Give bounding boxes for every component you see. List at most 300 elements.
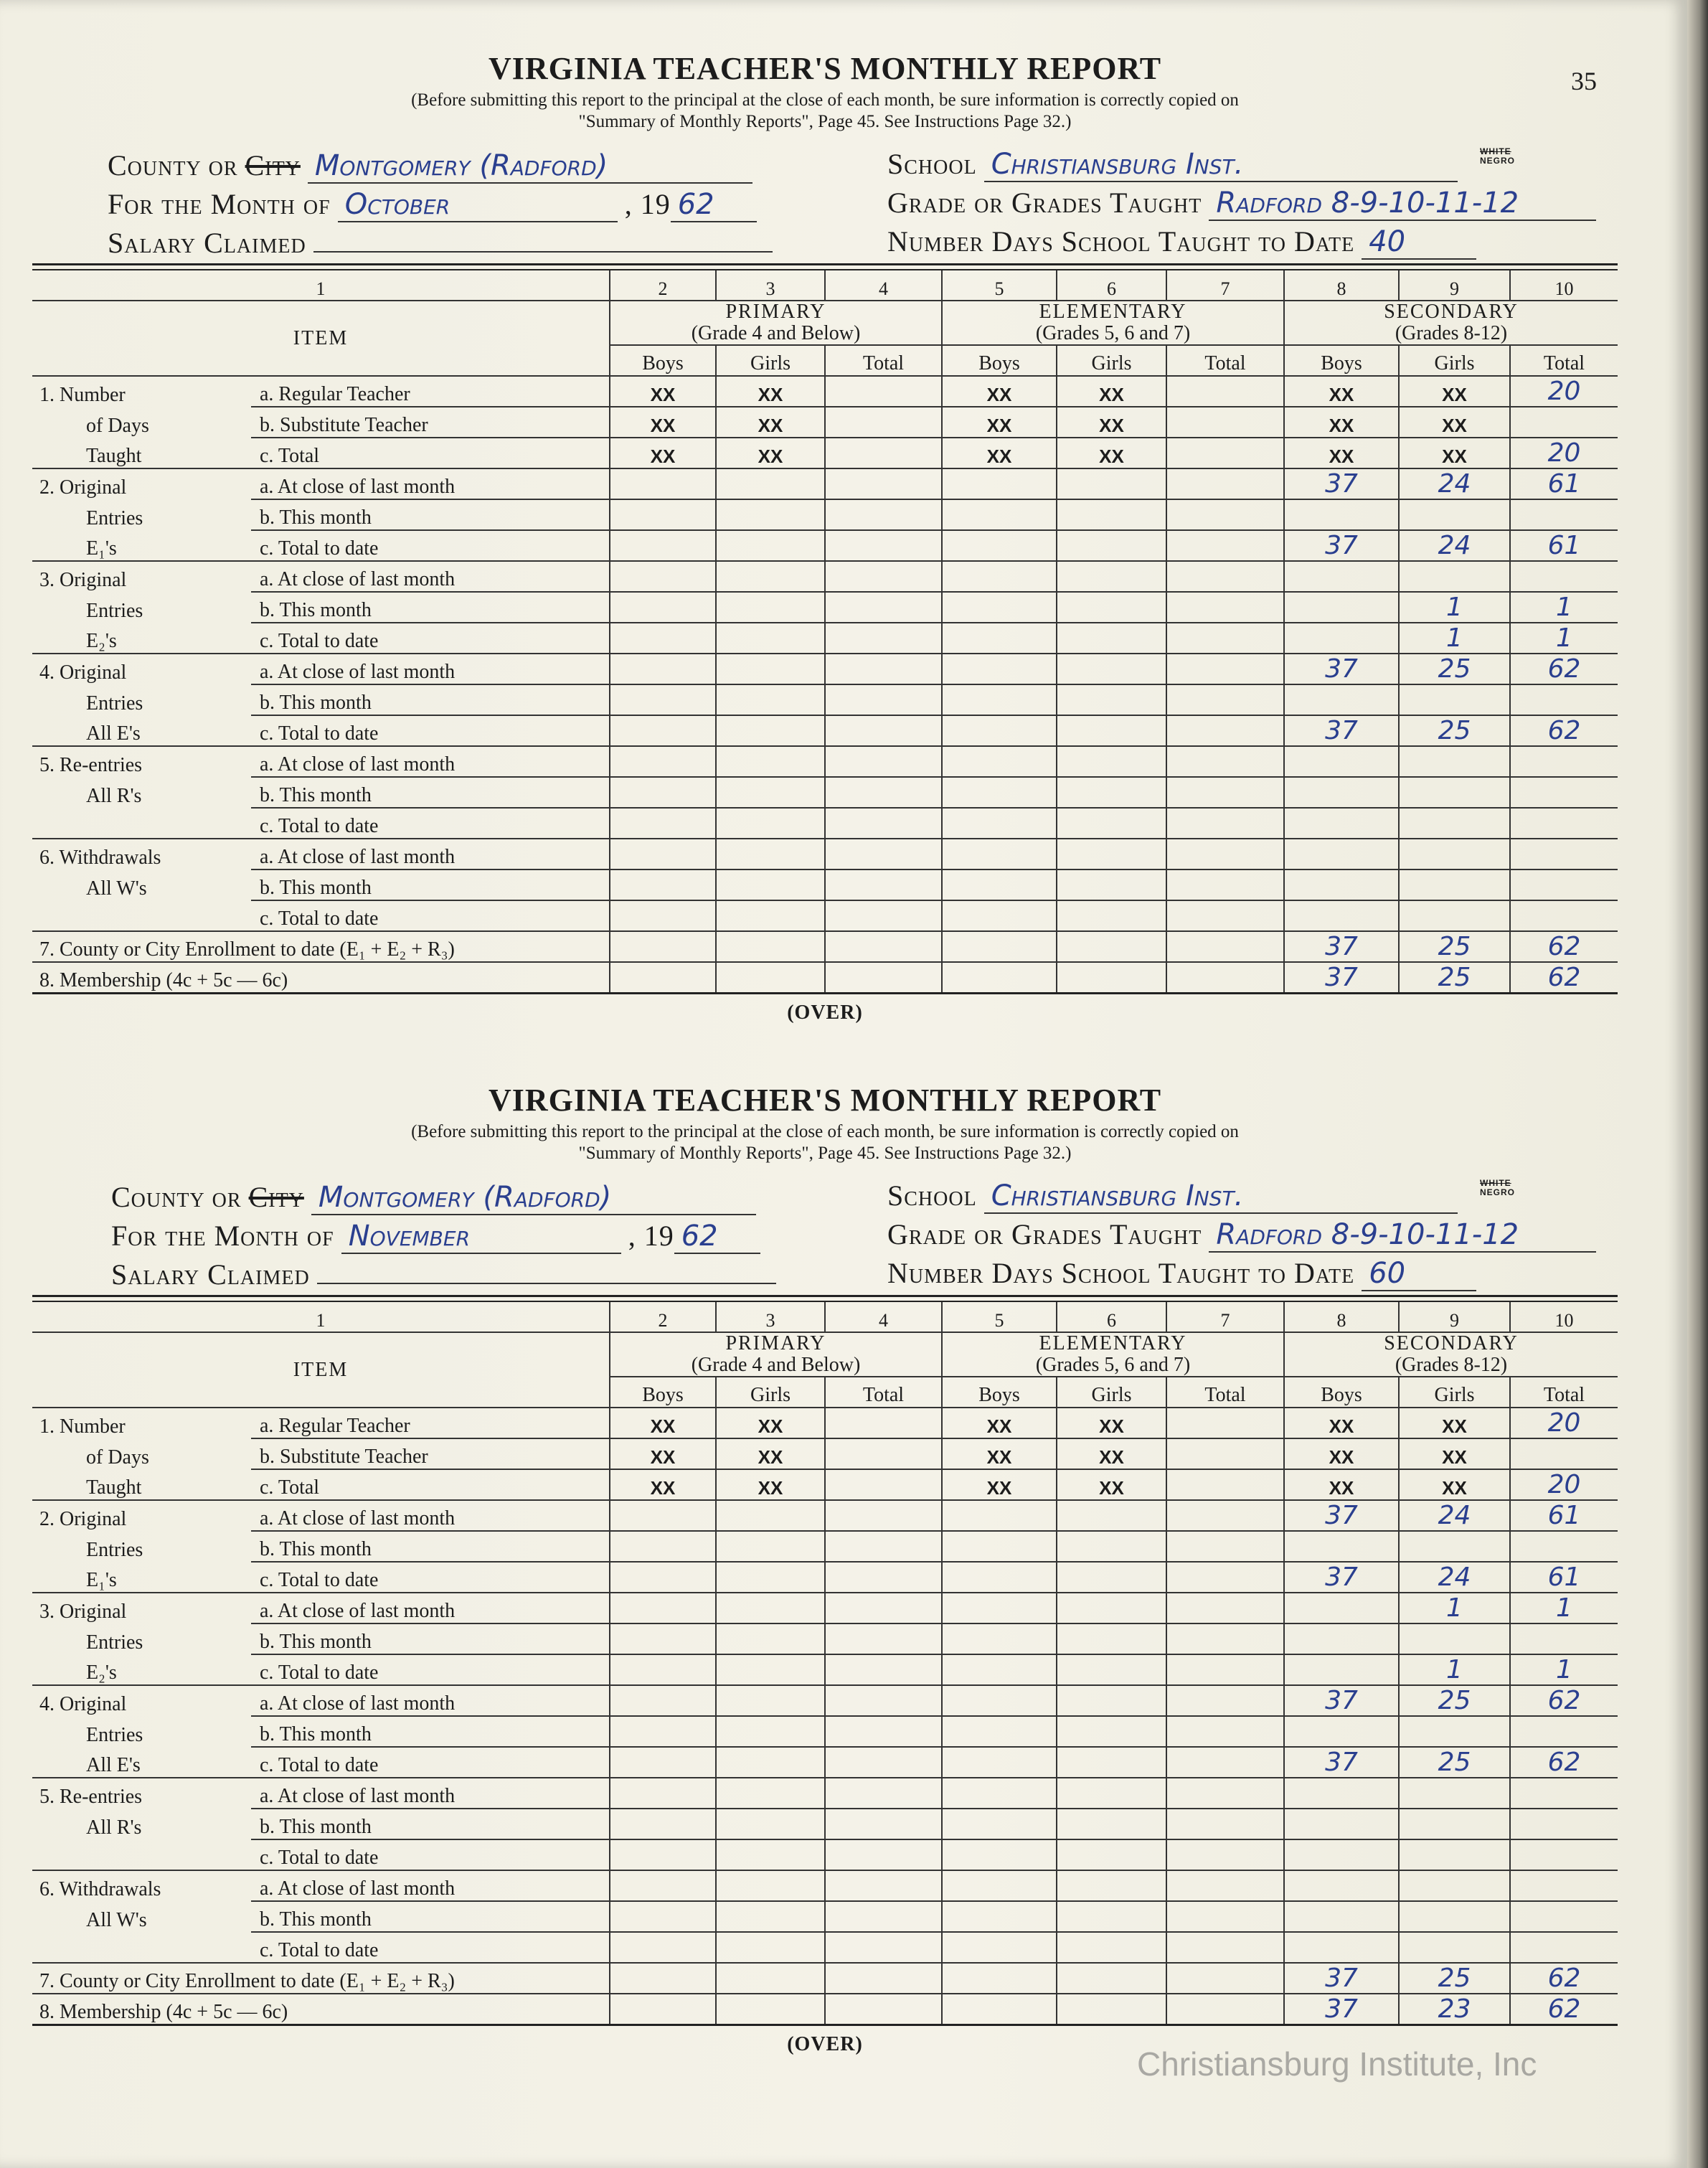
table-cell[interactable] xyxy=(1510,1778,1618,1809)
table-cell[interactable]: 37 xyxy=(1284,1963,1399,1994)
table-cell[interactable]: 25 xyxy=(1399,1685,1510,1716)
table-cell[interactable]: XX xyxy=(942,438,1057,468)
table-cell[interactable] xyxy=(1166,1963,1284,1994)
table-cell[interactable] xyxy=(825,715,942,746)
table-cell[interactable]: XX xyxy=(610,376,716,407)
table-cell[interactable] xyxy=(716,1778,825,1809)
grades-value[interactable]: Radford 8-9-10-11-12 xyxy=(1209,187,1596,221)
table-cell[interactable] xyxy=(1057,1809,1166,1839)
table-cell[interactable] xyxy=(942,1994,1057,2025)
year-value[interactable]: 62 xyxy=(674,1220,760,1254)
table-cell[interactable] xyxy=(1057,1932,1166,1963)
table-cell[interactable]: XX xyxy=(716,438,825,468)
table-cell[interactable] xyxy=(825,1593,942,1623)
table-cell[interactable] xyxy=(716,1994,825,2025)
table-cell[interactable] xyxy=(825,1778,942,1809)
table-cell[interactable] xyxy=(942,1809,1057,1839)
table-cell[interactable]: 1 xyxy=(1510,592,1618,623)
table-cell[interactable]: 62 xyxy=(1510,931,1618,962)
table-cell[interactable] xyxy=(1399,1932,1510,1963)
table-cell[interactable]: 62 xyxy=(1510,715,1618,746)
table-cell[interactable] xyxy=(825,1562,942,1593)
table-cell[interactable] xyxy=(825,808,942,839)
table-cell[interactable]: 62 xyxy=(1510,1685,1618,1716)
table-cell[interactable] xyxy=(716,1685,825,1716)
table-cell[interactable]: XX xyxy=(1057,1469,1166,1500)
table-cell[interactable] xyxy=(716,1562,825,1593)
table-cell[interactable] xyxy=(825,1994,942,2025)
table-cell[interactable]: XX xyxy=(1399,1408,1510,1438)
table-cell[interactable]: XX xyxy=(1399,376,1510,407)
table-cell[interactable] xyxy=(1166,1839,1284,1870)
table-cell[interactable] xyxy=(942,1870,1057,1901)
table-cell[interactable]: 62 xyxy=(1510,1963,1618,1994)
table-cell[interactable] xyxy=(610,1654,716,1685)
table-cell[interactable]: XX xyxy=(716,407,825,438)
table-cell[interactable] xyxy=(610,530,716,561)
table-cell[interactable] xyxy=(716,592,825,623)
table-cell[interactable] xyxy=(716,1500,825,1531)
table-cell[interactable] xyxy=(610,1870,716,1901)
table-cell[interactable] xyxy=(1510,1716,1618,1747)
table-cell[interactable]: XX xyxy=(942,407,1057,438)
table-cell[interactable] xyxy=(825,1685,942,1716)
table-cell[interactable] xyxy=(610,499,716,530)
table-cell[interactable]: 1 xyxy=(1510,1593,1618,1623)
table-cell[interactable] xyxy=(610,1901,716,1932)
table-cell[interactable]: XX xyxy=(610,438,716,468)
table-cell[interactable] xyxy=(610,654,716,684)
table-cell[interactable] xyxy=(1510,1839,1618,1870)
table-cell[interactable] xyxy=(942,1963,1057,1994)
table-cell[interactable] xyxy=(825,746,942,777)
table-cell[interactable] xyxy=(1166,499,1284,530)
table-cell[interactable]: 61 xyxy=(1510,468,1618,499)
table-cell[interactable] xyxy=(610,561,716,592)
table-cell[interactable] xyxy=(610,1716,716,1747)
table-cell[interactable] xyxy=(1166,808,1284,839)
table-cell[interactable] xyxy=(1166,1593,1284,1623)
table-cell[interactable] xyxy=(716,746,825,777)
table-cell[interactable] xyxy=(1057,499,1166,530)
table-cell[interactable] xyxy=(716,1593,825,1623)
table-cell[interactable] xyxy=(1399,561,1510,592)
table-cell[interactable] xyxy=(1057,1654,1166,1685)
table-cell[interactable] xyxy=(716,931,825,962)
table-cell[interactable] xyxy=(825,931,942,962)
table-cell[interactable]: 62 xyxy=(1510,962,1618,994)
table-cell[interactable] xyxy=(1166,1562,1284,1593)
table-cell[interactable]: XX xyxy=(1284,438,1399,468)
table-cell[interactable] xyxy=(1284,808,1399,839)
table-cell[interactable] xyxy=(1510,1901,1618,1932)
table-cell[interactable] xyxy=(610,1932,716,1963)
table-cell[interactable] xyxy=(716,684,825,715)
table-cell[interactable]: XX xyxy=(610,1438,716,1469)
table-cell[interactable] xyxy=(825,1963,942,1994)
table-cell[interactable] xyxy=(716,900,825,931)
table-cell[interactable] xyxy=(1166,468,1284,499)
table-cell[interactable]: XX xyxy=(1057,376,1166,407)
table-cell[interactable] xyxy=(1166,931,1284,962)
table-cell[interactable] xyxy=(1057,1963,1166,1994)
table-cell[interactable] xyxy=(1166,777,1284,808)
table-cell[interactable] xyxy=(610,1623,716,1654)
table-cell[interactable] xyxy=(1166,715,1284,746)
table-cell[interactable]: XX xyxy=(716,376,825,407)
table-cell[interactable] xyxy=(1510,869,1618,900)
table-cell[interactable] xyxy=(825,1716,942,1747)
table-cell[interactable] xyxy=(825,1531,942,1562)
table-cell[interactable] xyxy=(1166,654,1284,684)
table-cell[interactable] xyxy=(1166,623,1284,654)
salary-value[interactable] xyxy=(317,1283,776,1284)
table-cell[interactable] xyxy=(942,869,1057,900)
table-cell[interactable] xyxy=(942,777,1057,808)
table-cell[interactable] xyxy=(716,561,825,592)
table-cell[interactable]: XX xyxy=(942,1469,1057,1500)
table-cell[interactable] xyxy=(1166,1623,1284,1654)
grades-value[interactable]: Radford 8-9-10-11-12 xyxy=(1209,1218,1596,1253)
table-cell[interactable] xyxy=(1510,1870,1618,1901)
table-cell[interactable]: 37 xyxy=(1284,1562,1399,1593)
table-cell[interactable] xyxy=(610,777,716,808)
table-cell[interactable] xyxy=(825,869,942,900)
table-cell[interactable] xyxy=(1284,1593,1399,1623)
table-cell[interactable] xyxy=(716,1654,825,1685)
table-cell[interactable] xyxy=(942,1778,1057,1809)
table-cell[interactable] xyxy=(716,1531,825,1562)
table-cell[interactable] xyxy=(942,1839,1057,1870)
table-cell[interactable] xyxy=(942,1623,1057,1654)
table-cell[interactable] xyxy=(1057,1901,1166,1932)
table-cell[interactable] xyxy=(1510,746,1618,777)
table-cell[interactable]: 62 xyxy=(1510,1747,1618,1778)
county-value[interactable]: Montgomery (Radford) xyxy=(308,149,752,184)
table-cell[interactable]: 23 xyxy=(1399,1994,1510,2025)
table-cell[interactable]: 1 xyxy=(1399,592,1510,623)
table-cell[interactable] xyxy=(1399,808,1510,839)
table-cell[interactable] xyxy=(1166,1531,1284,1562)
table-cell[interactable]: 25 xyxy=(1399,962,1510,994)
table-cell[interactable] xyxy=(1057,746,1166,777)
county-value[interactable]: Montgomery (Radford) xyxy=(311,1181,756,1215)
table-cell[interactable]: 61 xyxy=(1510,1562,1618,1593)
table-cell[interactable] xyxy=(1057,962,1166,994)
table-cell[interactable] xyxy=(825,1469,942,1500)
table-cell[interactable] xyxy=(1166,962,1284,994)
table-cell[interactable] xyxy=(1510,777,1618,808)
days-value[interactable]: 40 xyxy=(1362,225,1476,260)
table-cell[interactable] xyxy=(1284,869,1399,900)
table-cell[interactable] xyxy=(716,499,825,530)
table-cell[interactable] xyxy=(942,623,1057,654)
table-cell[interactable]: 20 xyxy=(1510,438,1618,468)
table-cell[interactable]: 37 xyxy=(1284,654,1399,684)
table-cell[interactable]: 20 xyxy=(1510,1469,1618,1500)
table-cell[interactable] xyxy=(1399,1901,1510,1932)
table-cell[interactable]: 1 xyxy=(1399,1593,1510,1623)
table-cell[interactable]: XX xyxy=(942,376,1057,407)
table-cell[interactable] xyxy=(942,1531,1057,1562)
table-cell[interactable] xyxy=(610,1562,716,1593)
table-cell[interactable] xyxy=(1284,1870,1399,1901)
table-cell[interactable]: 62 xyxy=(1510,1994,1618,2025)
table-cell[interactable] xyxy=(716,777,825,808)
table-cell[interactable]: 20 xyxy=(1510,376,1618,407)
table-cell[interactable]: XX xyxy=(716,1408,825,1438)
table-cell[interactable] xyxy=(1166,1438,1284,1469)
table-cell[interactable] xyxy=(1166,1901,1284,1932)
table-cell[interactable] xyxy=(1057,1716,1166,1747)
table-cell[interactable]: 24 xyxy=(1399,468,1510,499)
table-cell[interactable] xyxy=(825,592,942,623)
table-cell[interactable] xyxy=(1510,839,1618,869)
table-cell[interactable] xyxy=(942,654,1057,684)
table-cell[interactable] xyxy=(942,931,1057,962)
table-cell[interactable] xyxy=(825,1408,942,1438)
table-cell[interactable] xyxy=(1284,1654,1399,1685)
table-cell[interactable] xyxy=(1057,900,1166,931)
table-cell[interactable] xyxy=(716,869,825,900)
table-cell[interactable] xyxy=(1510,1438,1618,1469)
table-cell[interactable] xyxy=(1166,839,1284,869)
table-cell[interactable] xyxy=(1399,777,1510,808)
table-cell[interactable] xyxy=(1510,407,1618,438)
table-cell[interactable] xyxy=(1057,654,1166,684)
table-cell[interactable] xyxy=(1166,1500,1284,1531)
table-cell[interactable] xyxy=(1284,561,1399,592)
table-cell[interactable] xyxy=(610,592,716,623)
table-cell[interactable] xyxy=(610,684,716,715)
table-cell[interactable]: XX xyxy=(1284,407,1399,438)
table-cell[interactable] xyxy=(716,1963,825,1994)
table-cell[interactable] xyxy=(942,1685,1057,1716)
table-cell[interactable]: XX xyxy=(716,1438,825,1469)
table-cell[interactable]: 1 xyxy=(1510,623,1618,654)
table-cell[interactable]: 37 xyxy=(1284,962,1399,994)
table-cell[interactable] xyxy=(1284,900,1399,931)
table-cell[interactable]: 37 xyxy=(1284,1747,1399,1778)
table-cell[interactable] xyxy=(610,931,716,962)
table-cell[interactable] xyxy=(1057,592,1166,623)
table-cell[interactable] xyxy=(825,438,942,468)
table-cell[interactable] xyxy=(1399,684,1510,715)
table-cell[interactable] xyxy=(610,869,716,900)
table-cell[interactable] xyxy=(610,1593,716,1623)
table-cell[interactable] xyxy=(942,561,1057,592)
month-value[interactable]: October xyxy=(338,188,618,222)
table-cell[interactable] xyxy=(1510,499,1618,530)
table-cell[interactable] xyxy=(825,623,942,654)
table-cell[interactable] xyxy=(610,746,716,777)
table-cell[interactable] xyxy=(716,1716,825,1747)
table-cell[interactable]: XX xyxy=(610,1469,716,1500)
table-cell[interactable] xyxy=(942,1654,1057,1685)
month-value[interactable]: November xyxy=(341,1220,621,1254)
table-cell[interactable] xyxy=(1399,1531,1510,1562)
table-cell[interactable]: XX xyxy=(1284,1438,1399,1469)
table-cell[interactable]: XX xyxy=(716,1469,825,1500)
table-cell[interactable] xyxy=(1510,900,1618,931)
table-cell[interactable]: 1 xyxy=(1510,1654,1618,1685)
table-cell[interactable] xyxy=(716,468,825,499)
table-cell[interactable] xyxy=(1166,1932,1284,1963)
table-cell[interactable] xyxy=(1284,592,1399,623)
table-cell[interactable] xyxy=(1399,1778,1510,1809)
table-cell[interactable] xyxy=(825,654,942,684)
table-cell[interactable]: 37 xyxy=(1284,530,1399,561)
table-cell[interactable] xyxy=(1399,1809,1510,1839)
table-cell[interactable] xyxy=(825,900,942,931)
table-cell[interactable] xyxy=(1057,1562,1166,1593)
table-cell[interactable]: XX xyxy=(1057,1438,1166,1469)
table-cell[interactable] xyxy=(610,1531,716,1562)
table-cell[interactable] xyxy=(1510,1531,1618,1562)
table-cell[interactable] xyxy=(610,1963,716,1994)
table-cell[interactable] xyxy=(1166,407,1284,438)
table-cell[interactable] xyxy=(942,839,1057,869)
table-cell[interactable]: XX xyxy=(1057,438,1166,468)
table-cell[interactable] xyxy=(610,1747,716,1778)
table-cell[interactable] xyxy=(1399,839,1510,869)
table-cell[interactable] xyxy=(1510,1623,1618,1654)
table-cell[interactable] xyxy=(1510,561,1618,592)
school-value[interactable]: Christiansburg Inst. xyxy=(984,1179,1458,1214)
table-cell[interactable] xyxy=(1057,715,1166,746)
table-cell[interactable] xyxy=(1284,1901,1399,1932)
table-cell[interactable] xyxy=(610,1839,716,1870)
table-cell[interactable] xyxy=(825,1901,942,1932)
table-cell[interactable] xyxy=(1057,1531,1166,1562)
table-cell[interactable]: 20 xyxy=(1510,1408,1618,1438)
table-cell[interactable] xyxy=(825,468,942,499)
table-cell[interactable] xyxy=(716,1747,825,1778)
table-cell[interactable] xyxy=(1399,1839,1510,1870)
table-cell[interactable] xyxy=(1166,1747,1284,1778)
table-cell[interactable] xyxy=(716,1901,825,1932)
table-cell[interactable] xyxy=(1057,931,1166,962)
table-cell[interactable]: 37 xyxy=(1284,1500,1399,1531)
table-cell[interactable] xyxy=(825,530,942,561)
table-cell[interactable] xyxy=(1057,1593,1166,1623)
table-cell[interactable] xyxy=(942,1932,1057,1963)
table-cell[interactable] xyxy=(1510,1809,1618,1839)
table-cell[interactable] xyxy=(825,1932,942,1963)
table-cell[interactable] xyxy=(610,808,716,839)
table-cell[interactable] xyxy=(716,1932,825,1963)
table-cell[interactable] xyxy=(1057,808,1166,839)
table-cell[interactable]: XX xyxy=(1284,1469,1399,1500)
table-cell[interactable] xyxy=(1057,839,1166,869)
table-cell[interactable] xyxy=(610,839,716,869)
table-cell[interactable] xyxy=(1057,1500,1166,1531)
table-cell[interactable] xyxy=(825,1438,942,1469)
table-cell[interactable]: 25 xyxy=(1399,931,1510,962)
table-cell[interactable] xyxy=(1284,777,1399,808)
table-cell[interactable] xyxy=(942,808,1057,839)
table-cell[interactable]: 37 xyxy=(1284,1685,1399,1716)
table-cell[interactable] xyxy=(942,684,1057,715)
table-cell[interactable] xyxy=(610,962,716,994)
table-cell[interactable] xyxy=(716,1809,825,1839)
table-cell[interactable] xyxy=(825,1839,942,1870)
table-cell[interactable]: 37 xyxy=(1284,468,1399,499)
table-cell[interactable] xyxy=(1166,1408,1284,1438)
table-cell[interactable] xyxy=(825,1747,942,1778)
table-cell[interactable] xyxy=(942,1901,1057,1932)
table-cell[interactable] xyxy=(1166,746,1284,777)
table-cell[interactable] xyxy=(1284,499,1399,530)
table-cell[interactable] xyxy=(1057,1685,1166,1716)
table-cell[interactable] xyxy=(1166,561,1284,592)
table-cell[interactable] xyxy=(610,1500,716,1531)
table-cell[interactable]: 37 xyxy=(1284,1994,1399,2025)
table-cell[interactable] xyxy=(825,1623,942,1654)
table-cell[interactable] xyxy=(825,499,942,530)
table-cell[interactable] xyxy=(1399,746,1510,777)
table-cell[interactable]: 61 xyxy=(1510,530,1618,561)
table-cell[interactable] xyxy=(825,1809,942,1839)
table-cell[interactable] xyxy=(1166,900,1284,931)
year-value[interactable]: 62 xyxy=(671,188,757,222)
table-cell[interactable] xyxy=(825,839,942,869)
table-cell[interactable] xyxy=(1057,1747,1166,1778)
table-cell[interactable] xyxy=(716,530,825,561)
table-cell[interactable] xyxy=(1284,839,1399,869)
table-cell[interactable]: 61 xyxy=(1510,1500,1618,1531)
table-cell[interactable] xyxy=(1399,1623,1510,1654)
table-cell[interactable]: XX xyxy=(1399,407,1510,438)
table-cell[interactable] xyxy=(942,592,1057,623)
table-cell[interactable] xyxy=(610,715,716,746)
table-cell[interactable] xyxy=(1057,1994,1166,2025)
table-cell[interactable]: XX xyxy=(610,1408,716,1438)
table-cell[interactable] xyxy=(1166,438,1284,468)
table-cell[interactable] xyxy=(942,1716,1057,1747)
table-cell[interactable] xyxy=(825,1654,942,1685)
table-cell[interactable] xyxy=(716,715,825,746)
school-value[interactable]: Christiansburg Inst. xyxy=(984,148,1458,182)
table-cell[interactable] xyxy=(942,900,1057,931)
table-cell[interactable] xyxy=(825,1870,942,1901)
table-cell[interactable] xyxy=(825,407,942,438)
table-cell[interactable]: XX xyxy=(1057,1408,1166,1438)
table-cell[interactable] xyxy=(716,962,825,994)
table-cell[interactable] xyxy=(942,1500,1057,1531)
table-cell[interactable]: 25 xyxy=(1399,1963,1510,1994)
table-cell[interactable] xyxy=(1166,1469,1284,1500)
table-cell[interactable]: 25 xyxy=(1399,1747,1510,1778)
table-cell[interactable] xyxy=(825,561,942,592)
table-cell[interactable] xyxy=(1284,1839,1399,1870)
table-cell[interactable] xyxy=(716,839,825,869)
table-cell[interactable]: 1 xyxy=(1399,1654,1510,1685)
table-cell[interactable]: 62 xyxy=(1510,654,1618,684)
table-cell[interactable] xyxy=(1166,530,1284,561)
table-cell[interactable] xyxy=(942,715,1057,746)
table-cell[interactable]: XX xyxy=(1284,376,1399,407)
table-cell[interactable] xyxy=(1166,1870,1284,1901)
table-cell[interactable] xyxy=(942,746,1057,777)
table-cell[interactable] xyxy=(716,1623,825,1654)
table-cell[interactable] xyxy=(1057,869,1166,900)
table-cell[interactable]: XX xyxy=(1057,407,1166,438)
table-cell[interactable] xyxy=(825,376,942,407)
table-cell[interactable] xyxy=(610,1809,716,1839)
table-cell[interactable] xyxy=(1166,1809,1284,1839)
table-cell[interactable] xyxy=(1166,1994,1284,2025)
